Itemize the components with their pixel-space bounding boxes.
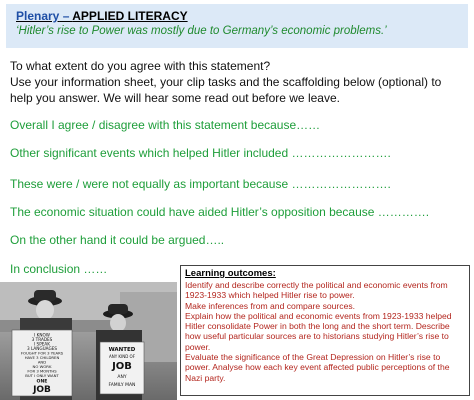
photo-illustration xyxy=(0,282,177,400)
instructions xyxy=(10,58,466,106)
prompt-economic-situation: The economic situation could have aided Hitler’s opposition because …………. xyxy=(10,205,430,219)
depression-photo xyxy=(0,282,177,400)
outcome-item-2: Make inferences from and compare sources. xyxy=(185,300,356,311)
outcome-item-3: Explain how the political and economic events from 1923-1933 helped Hitler consolidate Power in both the long and the short term. Describe how useful particular sources are to historians studying Hitler’s rise to power. xyxy=(185,310,452,352)
applied-literacy-label: APPLIED LITERACY xyxy=(72,9,188,23)
instruction-question: To what extent do you agree with this statement? xyxy=(10,59,271,73)
prompt-conclusion: In conclusion …… xyxy=(10,262,108,276)
sign-left-line-9: FOR 3 MONTHS xyxy=(27,368,57,374)
sign-left-line-5: FOUGHT FOR 3 YEARS xyxy=(20,350,64,356)
sign-left-line-2: 3 TRADES xyxy=(31,337,53,342)
sign-left-line-6: HAVE 3 CHILDREN xyxy=(24,355,60,360)
learning-outcomes-title: Learning outcomes: xyxy=(185,268,276,279)
title-dash: – xyxy=(59,9,73,23)
prompt-other-events: Other significant events which helped Hitler included ……………………. xyxy=(10,146,391,160)
sign-right-line-2: ANY KIND OF xyxy=(108,354,136,359)
sign-right-line-5: FAMILY MAN xyxy=(108,383,136,388)
sign-left-line-3: I SPEAK xyxy=(33,341,51,347)
sign-right-line-3: JOB xyxy=(112,361,132,372)
sign-right-line-1: WANTED xyxy=(108,347,136,353)
slide-title xyxy=(16,9,188,23)
sign-left-line-8: NO WORK xyxy=(32,364,52,369)
sign-left-line-4: 3 LANGUAGES xyxy=(26,346,58,351)
instruction-guidance: Use your information sheet, your clip tasks and the scaffolding below (optional) to help you answer. We will hear some read out before we leave. xyxy=(10,75,442,105)
header-bar xyxy=(6,4,468,48)
outcome-item-4: Evaluate the significance of the Great Depression on Hitler’s rise to power. Analyse how each key event affected public perceptions of the Nazi party. xyxy=(185,352,450,383)
sign-left-line-12: JOB xyxy=(33,385,51,395)
sign-left-line-11: ONE xyxy=(36,379,48,385)
plenary-label: Plenary xyxy=(16,9,60,23)
outcome-item-1: Identify and describe correctly the political and economic events from 1923-1933 which helped Hitler rise to power. xyxy=(185,280,448,301)
statement-quote: ‘Hitler’s rise to Power was mostly due to Germany’s economic problems.’ xyxy=(16,25,387,37)
prompt-overall: Overall I agree / disagree with this statement because…… xyxy=(10,118,321,132)
sign-left-line-1: I KNOW xyxy=(34,332,50,338)
sign-left-line-7: AND xyxy=(37,359,47,365)
sign-left-line-10: BUT I ONLY WANT xyxy=(25,373,59,378)
prompt-other-hand: On the other hand it could be argued….. xyxy=(10,233,225,247)
sign-right-line-4: ANY xyxy=(117,375,127,380)
learning-outcomes-box xyxy=(180,265,470,396)
prompt-importance: These were / were not equally as important because ……………………. xyxy=(10,177,391,191)
